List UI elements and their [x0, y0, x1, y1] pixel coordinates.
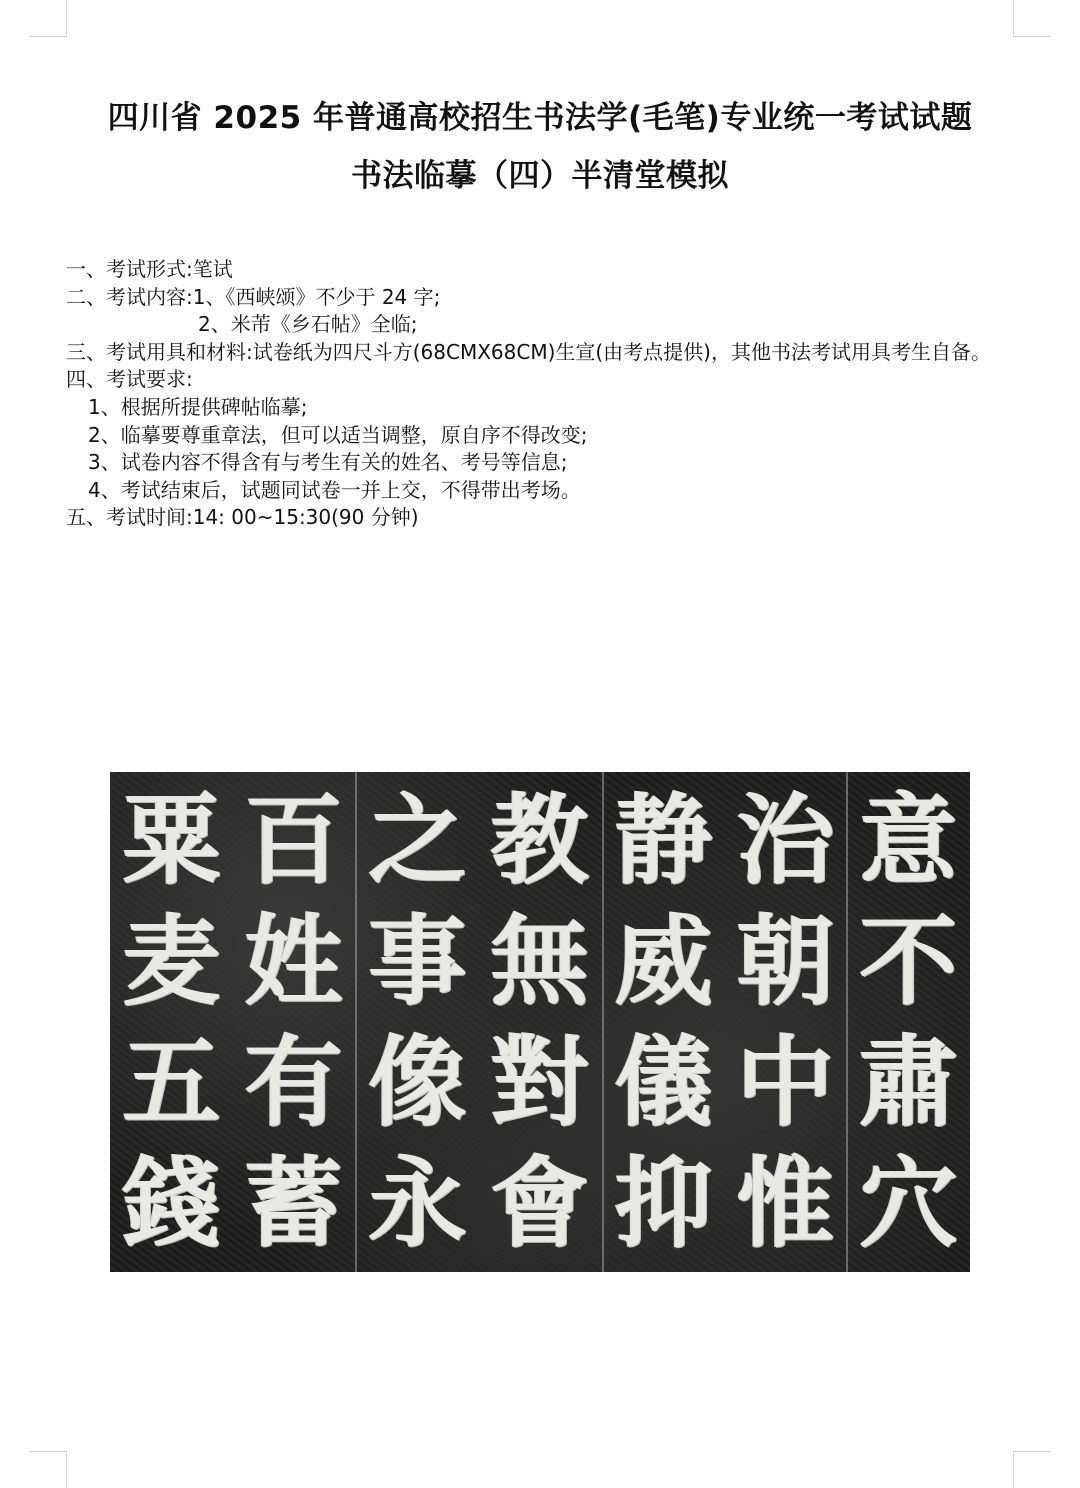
- rubbing-char: 静: [614, 782, 713, 898]
- crop-mark-top-left: [30, 0, 67, 37]
- instruction-content-2: 2、米芾《乡石帖》全临;: [198, 312, 418, 337]
- calligraphy-rubbing-image: [110, 772, 970, 1272]
- rubbing-char: 治: [736, 782, 835, 898]
- rubbing-char: 粟: [122, 782, 221, 898]
- rubbing-char: 麦: [122, 903, 221, 1019]
- rubbing-column: [847, 772, 970, 1272]
- rubbing-column: [356, 772, 479, 1272]
- requirement-4: 4、考试结束后，试题同试卷一并上交，不得带出考场。: [88, 477, 581, 502]
- rubbing-char: 有: [244, 1024, 343, 1140]
- rubbing-char: 會: [490, 1145, 589, 1261]
- rubbing-char: 肅: [859, 1024, 958, 1140]
- rubbing-char: 百: [244, 782, 343, 898]
- rubbing-char: 五: [122, 1024, 221, 1140]
- rubbing-char: 像: [368, 1024, 467, 1140]
- rubbing-char: 朝: [736, 903, 835, 1019]
- rubbing-char: 不: [859, 903, 958, 1019]
- instruction-format: 一、考试形式:笔试: [66, 257, 233, 281]
- crop-mark-bottom-left: [30, 1451, 67, 1488]
- page-subtitle: 书法临摹（四）半清堂模拟: [351, 158, 729, 194]
- rubbing-char: 教: [490, 782, 589, 898]
- crop-mark-top-right: [1013, 0, 1050, 37]
- rubbing-column: [110, 772, 233, 1272]
- rubbing-char: 之: [368, 782, 467, 898]
- instruction-materials: 三、考试用具和材料:试卷纸为四尺斗方(68CMX68CM)生宣(由考点提供)，其他书法考试用具考生自备。: [66, 339, 991, 364]
- requirement-1: 1、根据所提供碑帖临摹;: [88, 394, 308, 419]
- rubbing-char: 無: [490, 903, 589, 1019]
- rubbing-char: 抑: [614, 1145, 713, 1261]
- rubbing-char: 惟: [736, 1145, 835, 1261]
- requirement-3: 3、试卷内容不得含有与考生有关的姓名、考号等信息;: [88, 450, 568, 475]
- rubbing-char: 事: [368, 903, 467, 1019]
- rubbing-char: 錢: [122, 1145, 221, 1261]
- instruction-content: 二、考试内容:1、《西峡颂》不少于 24 字;: [66, 284, 441, 309]
- rubbing-char: 中: [736, 1024, 835, 1140]
- rubbing-char: 意: [859, 782, 958, 898]
- instruction-requirements: 四、考试要求:: [66, 367, 193, 392]
- rubbing-column: [724, 772, 847, 1272]
- rubbing-column: [478, 772, 601, 1272]
- rubbing-column: [232, 772, 355, 1272]
- exam-instructions: [66, 256, 1026, 532]
- instruction-time: 五、考试时间:14: 00~15:30(90 分钟): [66, 505, 419, 530]
- page-title: 四川省 2025 年普通高校招生书法学(毛笔)专业统一考试试题: [107, 100, 973, 136]
- rubbing-char: 蓄: [244, 1145, 343, 1261]
- rubbing-char: 永: [368, 1145, 467, 1261]
- requirement-2: 2、临摹要尊重章法，但可以适当调整，原自序不得改变;: [88, 422, 588, 447]
- rubbing-char: 威: [614, 903, 713, 1019]
- crop-mark-bottom-right: [1013, 1451, 1050, 1488]
- rubbing-char: 穴: [859, 1145, 958, 1261]
- rubbing-char: 儀: [614, 1024, 713, 1140]
- rubbing-char: 對: [490, 1024, 589, 1140]
- rubbing-column: [602, 772, 725, 1272]
- rubbing-char: 姓: [244, 903, 343, 1019]
